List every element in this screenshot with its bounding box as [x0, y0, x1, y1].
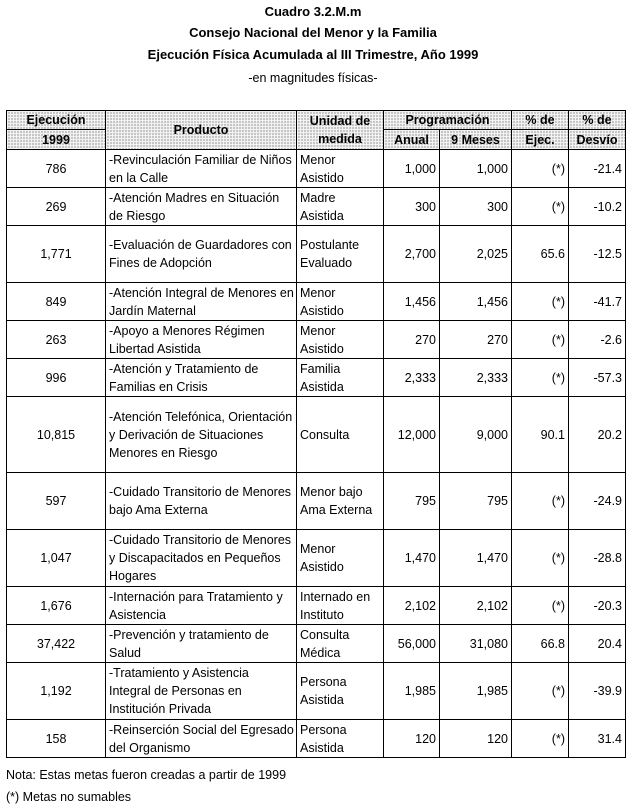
cell-pct-desvio: 31.4 — [569, 720, 626, 758]
cell-nueve-meses: 795 — [440, 473, 512, 530]
cell-pct-ejec: 65.6 — [512, 226, 569, 283]
cell-pct-desvio: -20.3 — [569, 587, 626, 625]
cell-unidad: Menor Asistido — [297, 150, 384, 188]
cell-pct-desvio: -39.9 — [569, 663, 626, 720]
cell-pct-desvio: 20.4 — [569, 625, 626, 663]
cell-ejecucion: 786 — [7, 150, 106, 188]
cell-unidad: Consulta — [297, 397, 384, 473]
cell-producto: -Atención y Tratamiento de Familias en Crisis — [106, 359, 297, 397]
cell-nueve-meses: 2,333 — [440, 359, 512, 397]
cell-anual: 2,102 — [384, 587, 440, 625]
cell-ejecucion: 158 — [7, 720, 106, 758]
header-ejecucion: Ejecución — [7, 111, 106, 130]
table-row — [7, 625, 626, 663]
cell-producto: -Atención Integral de Menores en Jardín Maternal — [106, 283, 297, 321]
cell-ejecucion: 1,771 — [7, 226, 106, 283]
cell-ejecucion: 996 — [7, 359, 106, 397]
cell-pct-ejec: (*) — [512, 663, 569, 720]
cell-ejecucion: 1,676 — [7, 587, 106, 625]
cell-ejecucion: 597 — [7, 473, 106, 530]
table-number: Cuadro 3.2.M.m — [264, 4, 362, 19]
table-row — [7, 226, 626, 283]
cell-pct-ejec: 66.8 — [512, 625, 569, 663]
cell-ejecucion: 10,815 — [7, 397, 106, 473]
cell-pct-ejec: (*) — [512, 530, 569, 587]
cell-pct-ejec: (*) — [512, 283, 569, 321]
cell-producto: -Reinserción Social del Egresado del Organismo — [106, 720, 297, 758]
cell-nueve-meses: 300 — [440, 188, 512, 226]
cell-unidad: Familia Asistida — [297, 359, 384, 397]
cell-anual: 56,000 — [384, 625, 440, 663]
header-nueve-meses: 9 Meses — [440, 130, 512, 150]
cell-nueve-meses: 1,470 — [440, 530, 512, 587]
cell-pct-ejec: (*) — [512, 587, 569, 625]
table-row — [7, 720, 626, 758]
table-title: Ejecución Física Acumulada al III Trimestre, Año 1999 — [147, 47, 479, 62]
cell-producto: -Cuidado Transitorio de Menores y Discapacitados en Pequeños Hogares — [106, 530, 297, 587]
cell-producto: -Apoyo a Menores Régimen Libertad Asistida — [106, 321, 297, 359]
cell-pct-desvio: -24.9 — [569, 473, 626, 530]
footnote: Nota: Estas metas fueron creadas a partir de 1999 — [6, 768, 287, 782]
cell-pct-ejec: (*) — [512, 359, 569, 397]
header-producto: Producto — [106, 111, 297, 150]
table-row — [7, 530, 626, 587]
cell-producto: -Internación para Tratamiento y Asistencia — [106, 587, 297, 625]
cell-unidad: Menor Asistido — [297, 321, 384, 359]
cell-pct-desvio: -2.6 — [569, 321, 626, 359]
header-pct-ejec-top: % de — [512, 111, 569, 130]
table-row — [7, 663, 626, 720]
cell-pct-desvio: -41.7 — [569, 283, 626, 321]
header-programacion: Programación — [384, 111, 512, 130]
cell-producto: -Evaluación de Guardadores con Fines de Adopción — [106, 226, 297, 283]
header-unidad: Unidad de medida — [297, 111, 384, 150]
footnote-legend: (*) Metas no sumables — [6, 790, 132, 804]
cell-ejecucion: 269 — [7, 188, 106, 226]
table-row — [7, 283, 626, 321]
cell-nueve-meses: 270 — [440, 321, 512, 359]
cell-ejecucion: 37,422 — [7, 625, 106, 663]
cell-unidad: Consulta Médica — [297, 625, 384, 663]
cell-nueve-meses: 1,985 — [440, 663, 512, 720]
cell-producto: -Revinculación Familiar de Niños en la Calle — [106, 150, 297, 188]
cell-anual: 1,985 — [384, 663, 440, 720]
cell-pct-ejec: (*) — [512, 473, 569, 530]
cell-ejecucion: 849 — [7, 283, 106, 321]
table-row — [7, 397, 626, 473]
cell-unidad: Menor Asistido — [297, 283, 384, 321]
cell-unidad: Menor Asistido — [297, 530, 384, 587]
cell-pct-desvio: -10.2 — [569, 188, 626, 226]
cell-unidad: Postulante Evaluado — [297, 226, 384, 283]
cell-anual: 1,000 — [384, 150, 440, 188]
cell-ejecucion: 1,047 — [7, 530, 106, 587]
table-row — [7, 587, 626, 625]
header-pct-ejec-bottom: Ejec. — [512, 130, 569, 150]
cell-unidad: Menor bajo Ama Externa — [297, 473, 384, 530]
cell-ejecucion: 1,192 — [7, 663, 106, 720]
cell-unidad: Madre Asistida — [297, 188, 384, 226]
header-pct-desvio-top: % de — [569, 111, 626, 130]
cell-producto: -Atención Telefónica, Orientación y Derivación de Situaciones Menores en Riesgo — [106, 397, 297, 473]
cell-ejecucion: 263 — [7, 321, 106, 359]
table-subtitle: -en magnitudes físicas- — [248, 71, 378, 85]
cell-producto: -Cuidado Transitorio de Menores bajo Ama Externa — [106, 473, 297, 530]
cell-pct-ejec: (*) — [512, 188, 569, 226]
cell-producto: -Prevención y tratamiento de Salud — [106, 625, 297, 663]
cell-anual: 120 — [384, 720, 440, 758]
cell-anual: 300 — [384, 188, 440, 226]
header-anual: Anual — [384, 130, 440, 150]
cell-producto: -Tratamiento y Asistencia Integral de Personas en Institución Privada — [106, 663, 297, 720]
cell-pct-desvio: -21.4 — [569, 150, 626, 188]
cell-pct-desvio: 20.2 — [569, 397, 626, 473]
cell-anual: 1,456 — [384, 283, 440, 321]
table-row — [7, 359, 626, 397]
cell-unidad: Internado en Instituto — [297, 587, 384, 625]
cell-anual: 795 — [384, 473, 440, 530]
table-row — [7, 321, 626, 359]
cell-nueve-meses: 1,000 — [440, 150, 512, 188]
table-row — [7, 473, 626, 530]
agency-name: Consejo Nacional del Menor y la Familia — [189, 25, 437, 40]
cell-anual: 12,000 — [384, 397, 440, 473]
cell-nueve-meses: 31,080 — [440, 625, 512, 663]
cell-anual: 1,470 — [384, 530, 440, 587]
cell-pct-ejec: (*) — [512, 150, 569, 188]
cell-pct-desvio: -28.8 — [569, 530, 626, 587]
cell-nueve-meses: 120 — [440, 720, 512, 758]
cell-nueve-meses: 1,456 — [440, 283, 512, 321]
cell-pct-ejec: 90.1 — [512, 397, 569, 473]
cell-anual: 2,333 — [384, 359, 440, 397]
header-pct-desvio-bottom: Desvío — [569, 130, 626, 150]
table-row — [7, 150, 626, 188]
cell-nueve-meses: 2,102 — [440, 587, 512, 625]
cell-pct-desvio: -12.5 — [569, 226, 626, 283]
cell-producto: -Atención Madres en Situación de Riesgo — [106, 188, 297, 226]
cell-nueve-meses: 9,000 — [440, 397, 512, 473]
cell-pct-ejec: (*) — [512, 321, 569, 359]
cell-pct-desvio: -57.3 — [569, 359, 626, 397]
table-row — [7, 188, 626, 226]
cell-unidad: Persona Asistida — [297, 663, 384, 720]
header-ejecucion-year: 1999 — [7, 130, 106, 150]
execution-table — [6, 110, 626, 758]
cell-anual: 270 — [384, 321, 440, 359]
cell-pct-ejec: (*) — [512, 720, 569, 758]
cell-anual: 2,700 — [384, 226, 440, 283]
cell-unidad: Persona Asistida — [297, 720, 384, 758]
cell-nueve-meses: 2,025 — [440, 226, 512, 283]
